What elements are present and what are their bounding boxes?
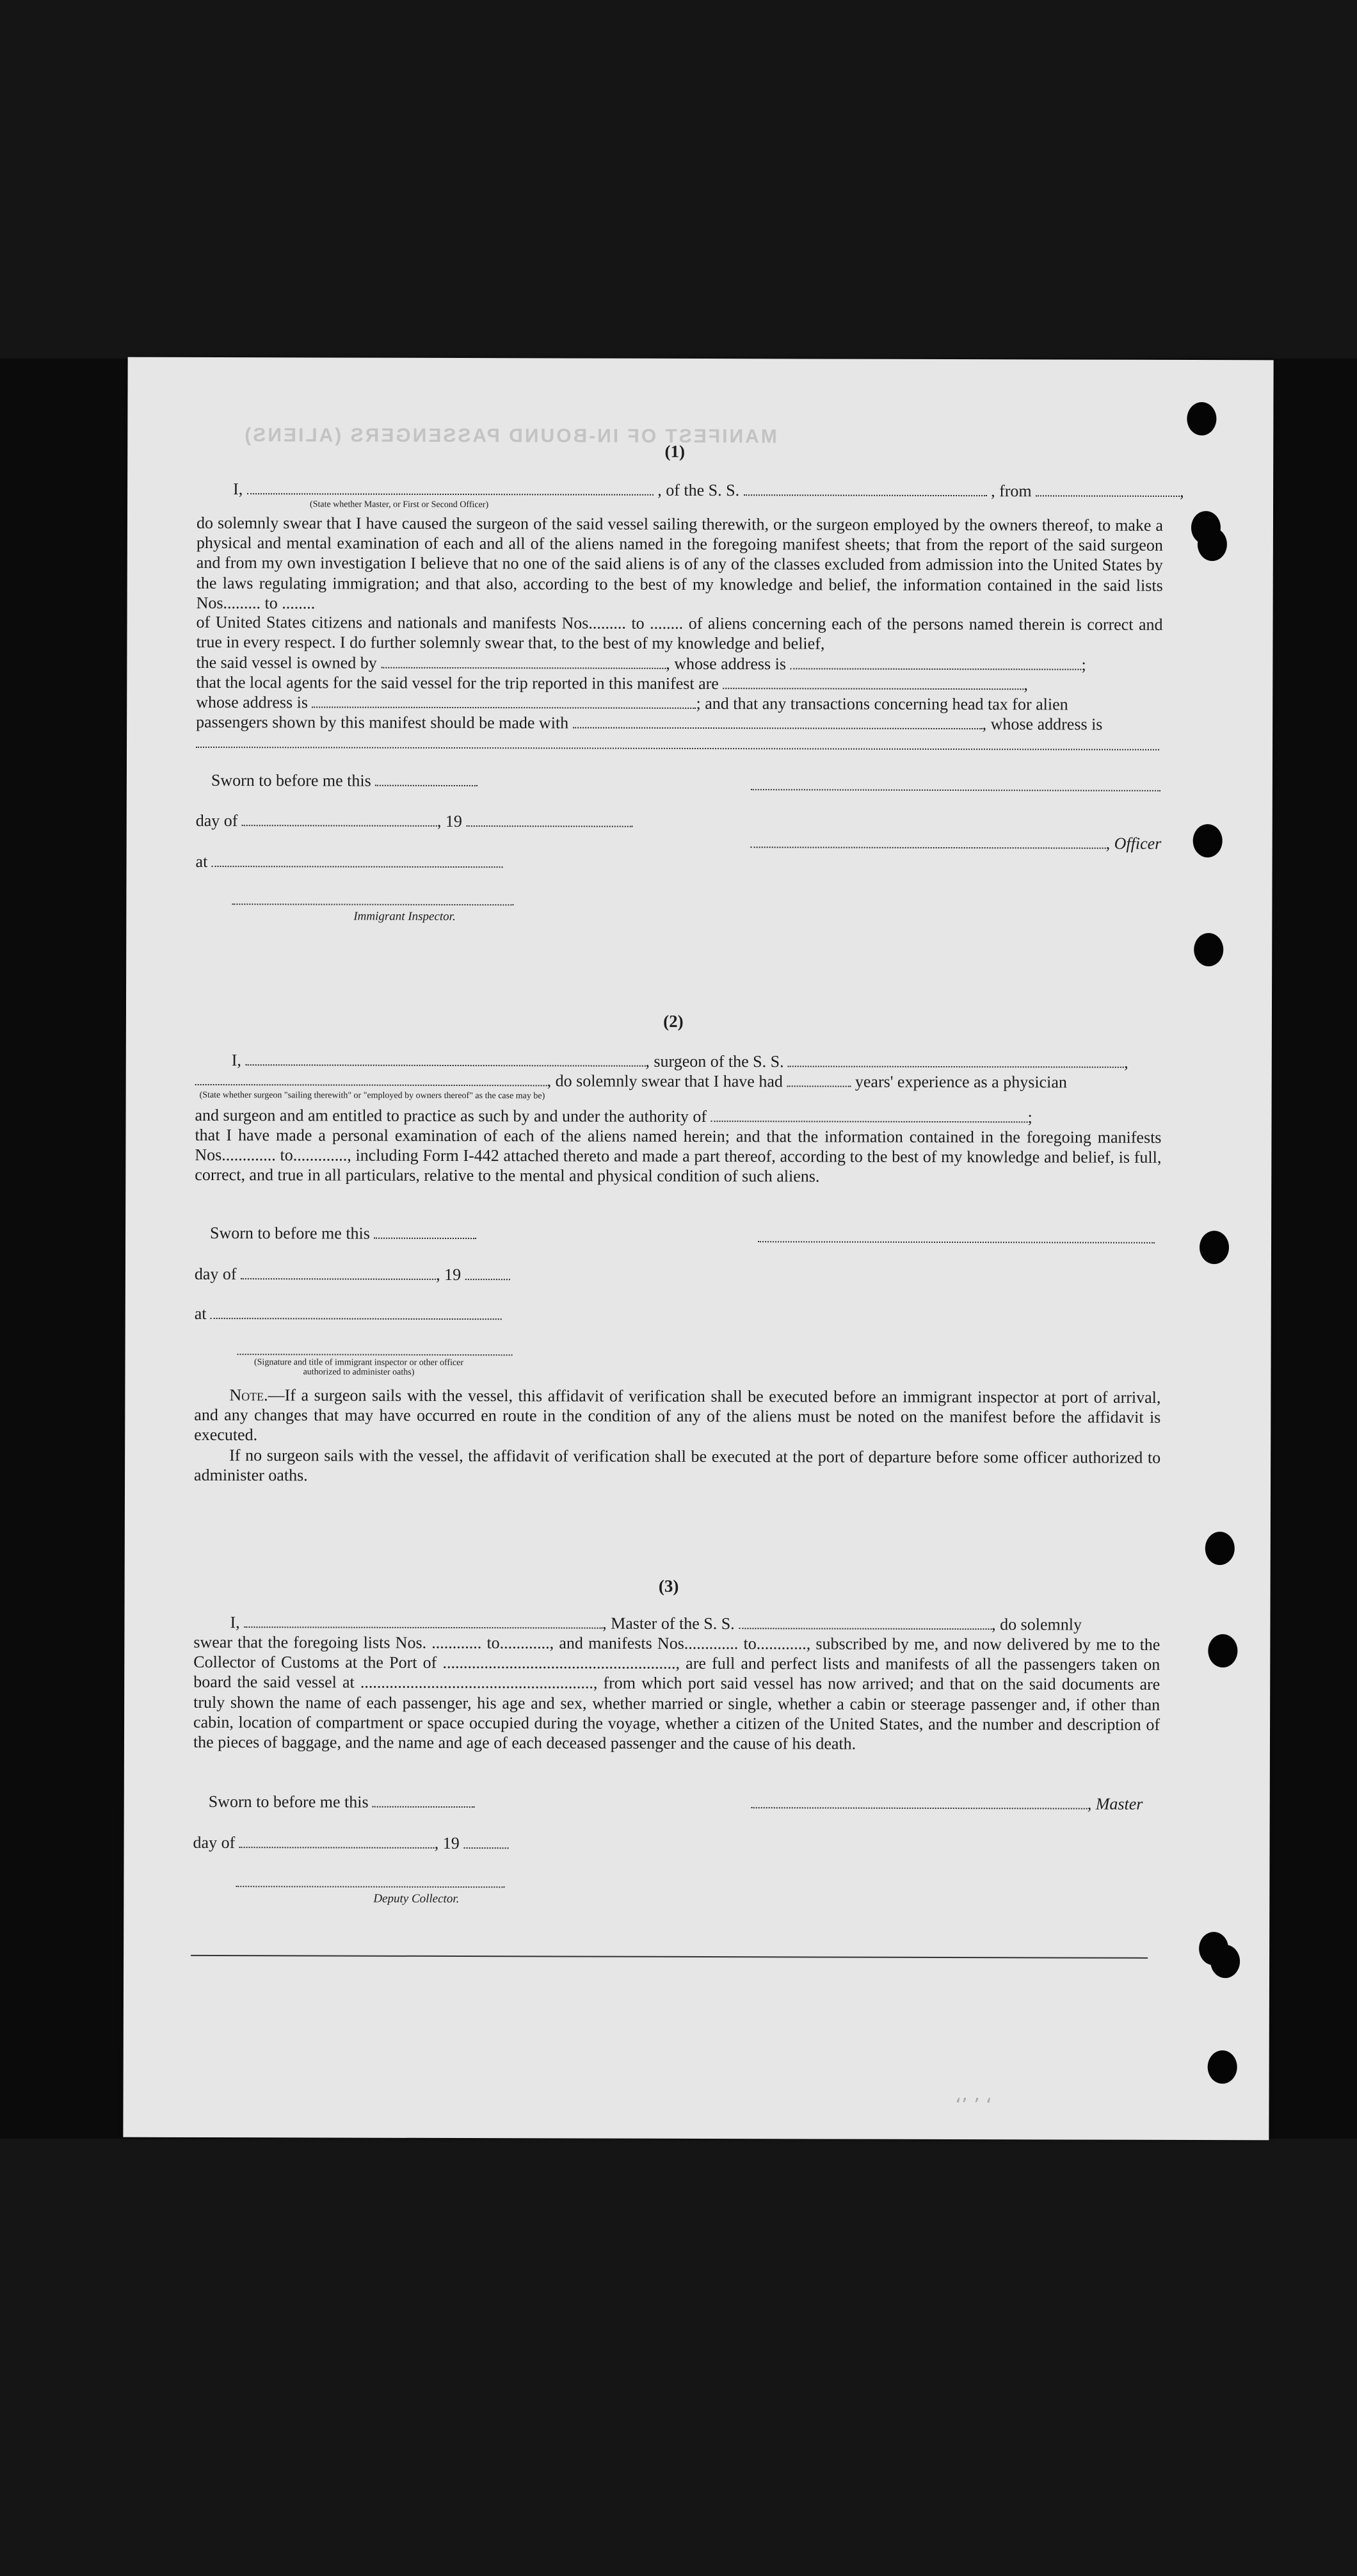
s1-sworn-label: Sworn to before me this [211,771,371,790]
s1-name-field[interactable] [247,482,654,496]
scan-background-top [0,0,1357,359]
s2-authority-field[interactable] [711,1109,1028,1122]
pencil-mark: ‘’ ’ ‘ [955,2094,992,2118]
binder-hole [1194,933,1223,966]
s2-authority-line: and surgeon and am entitled to practice as such by and under the authority of ; [195,1105,1032,1127]
s1-owner-address-field[interactable] [790,656,1081,670]
s1-at-field[interactable] [212,854,503,868]
s1-year-label: , 19 [437,811,462,831]
s3-master-line [230,1612,1082,1634]
s3-sworn-label: Sworn to before me this [208,1792,369,1811]
s3-collector-caption: Deputy Collector. [373,1891,460,1906]
s1-whose-label: whose address is [196,692,309,712]
s1-agents-line: that the local agents for the said vessel for the trip reported in this manifest are , [196,672,1028,694]
s1-officer-line [751,832,1162,854]
s3-day-label: day of [193,1833,236,1852]
s2-day-label: day of [194,1264,237,1284]
s3-i: I, [230,1613,240,1632]
s1-day-line [196,811,633,832]
manifest-page [123,357,1273,2141]
s2-inspector-signature[interactable] [237,1354,513,1356]
s1-officer-signature-field[interactable] [751,835,1106,848]
s2-name-field[interactable] [245,1053,645,1067]
s2-years-label: years' experience as a physician [855,1072,1067,1092]
s1-whose-end-label: , whose address is [982,715,1103,734]
s1-vessel-field[interactable] [744,483,987,496]
s1-sworn-date-field[interactable] [375,774,478,786]
s2-note-text: —If a surgeon sails with the vessel, this affidavit of verification shall be executed before an immigrant inspector at port of arrival, and any changes that may have occurred en route in the condition of any of the aliens must be noted on the manifest before the affidavit is executed. [194,1386,1161,1445]
s1-from-label: , from [991,482,1032,501]
s2-day-line [195,1264,510,1284]
scan-background-bottom [0,2139,1357,2576]
s1-passengers-label: passengers shown by this manifest should be made with [196,712,569,733]
footer-rule [191,1955,1148,1959]
s1-agents-label: that the local agents for the said vessel for the trip reported in this manifest are [196,672,719,693]
s2-examination-paragraph: that I have made a personal examination of each of the aliens named herein; and that the information contained in the foregoing manifests Nos............. to............., including Form I-442 attached thereto and made a part thereof, according to the best of my knowledge and belief, is full, correct, and true in all particulars, relative to the mental and physical condition of such aliens. [195,1125,1162,1186]
s1-officer-signature-top[interactable] [751,789,1160,791]
s2-note-paragraph-2: If no surgeon sails with the vessel, the affidavit of verification shall be executed at the port of departure before some officer authorized to administer oaths. [194,1446,1161,1485]
binder-hole [1200,1231,1229,1264]
s2-signature-caption: (Signature and title of immigrant inspector or other officer authorized to administer oaths) [253,1357,464,1377]
s3-year-label: , 19 [434,1833,460,1853]
s1-at-label: at [195,852,208,871]
s1-officer-label: , Officer [1105,834,1162,853]
s1-owner-field[interactable] [381,656,666,669]
s1-officer-note: (State whether Master, or First or Second Officer) [310,499,489,510]
s1-whose-line [196,692,1068,715]
s2-at-line [195,1304,502,1324]
s3-day-field[interactable] [239,1835,435,1849]
section-1-number: (1) [664,441,686,461]
s1-passengers-line [196,712,1102,734]
s2-year-field[interactable] [465,1267,510,1280]
s3-swear-label: , do solemnly [992,1615,1082,1634]
s3-sworn-date-field[interactable] [373,1795,475,1808]
s2-surgeon-signature[interactable] [758,1241,1155,1243]
s3-master-sign-line [751,1793,1143,1814]
s2-years-field[interactable] [787,1074,851,1087]
s2-note-label: Note. [229,1386,268,1405]
bleed-through-heading: MANIFEST OF IN-BOUND PASSENGERS (ALIENS) [243,425,777,448]
s1-from-field[interactable] [1036,483,1180,497]
binder-hole [1208,2050,1237,2084]
s1-citizens-paragraph: of United States citizens and nationals and manifests Nos......... to ........ of aliens concerning each of the persons named therein is correct and true in every respect. I do further solemnly swear that, to the best of my knowledge and belief, [196,612,1163,653]
s2-swear-label: , do solemnly swear that I have had [547,1071,783,1091]
s1-day-label: day of [195,811,238,830]
s3-year-field[interactable] [463,1836,508,1849]
section-2-number: (2) [663,1011,684,1031]
binder-hole [1193,824,1223,857]
s1-inspector-signature[interactable] [232,903,513,905]
s1-inspector-caption: Immigrant Inspector. [353,909,456,924]
s2-year-label: , 19 [436,1265,462,1284]
binder-hole [1208,1634,1237,1667]
s2-day-field[interactable] [241,1267,436,1280]
s1-agents-address-field[interactable] [312,695,696,709]
section-3-number: (3) [658,1576,679,1596]
s2-sworn-line [210,1223,476,1243]
s1-at-line [196,852,503,872]
s1-day-field[interactable] [242,813,437,827]
s2-surgeon-line: I, , surgeon of the S. S. , [231,1051,1128,1072]
s2-authority-label: and surgeon and am entitled to practice as such by and under the authority of [195,1105,707,1126]
s1-headtax-field[interactable] [573,715,983,729]
s1-owned-label: the said vessel is owned by [196,652,377,672]
s1-year-field[interactable] [466,814,632,827]
s3-day-line [193,1833,509,1853]
s1-sworn-line [211,770,478,791]
s1-oath-paragraph: do solemnly swear that I have caused the surgeon of the said vessel sailing therewith, or the surgeon employed by the owners thereof, to make a physical and mental examination of each and all of the aliens named in the foregoing manifest sheets; that from the report of the said surgeon and from my own investigation I believe that no one of the said aliens is of any of the classes excluded from admission into the United States by the laws regulating immigration; and that also, according to the best of my knowledge and belief, the information contained in the said lists Nos......... to ........ [196,513,1163,613]
s2-surgeon-label: , surgeon of the S. S. [645,1051,784,1071]
binder-hole [1205,1532,1235,1565]
s3-sworn-line [209,1792,475,1812]
s2-vessel-field[interactable] [788,1054,1124,1067]
s1-address-continuation[interactable] [196,747,1159,750]
s3-lists-paragraph: swear that the foregoing lists Nos. ............ to............, and manifests Nos............. to............, subscribed by me, and now delivered by me to the Collector of Customs at the Port of ........................................................, are full and perfect lists and manifests of all the passengers taken on board the said vessel at ........................................................, from which port said vessel has now arrived; and that on the said documents are truly shown the name of each passenger, his age and sex, whether married or single, whether a cabin or steerage passenger and, if other than cabin, location of compartment or space occupied during the voyage, whether a citizen of the United States, and the number and description of the pieces of baggage, and the name and age of each deceased passenger and the cause of his death. [193,1632,1160,1753]
s2-at-label: at [194,1304,207,1323]
s2-i: I, [231,1051,241,1070]
s2-surgeon-note: (State whether surgeon "sailing therewith" or "employed by owners thereof" as the case may be) [199,1090,545,1101]
s3-master-signature-field[interactable] [751,1795,1088,1809]
s2-at-field[interactable] [211,1306,502,1320]
binder-hole [1187,402,1216,435]
s2-note-paragraph [194,1385,1160,1448]
s2-sworn-label: Sworn to before me this [210,1224,370,1243]
s1-owned-line: the said vessel is owned by , whose address is ; [196,652,1086,674]
s1-i: I, [233,480,243,499]
s3-name-field[interactable] [244,1615,602,1628]
s2-status-field[interactable] [195,1073,547,1086]
s3-master-sign-label: , Master [1087,1794,1143,1813]
s3-collector-signature[interactable] [236,1886,504,1888]
s1-address-label: , whose address is [666,654,787,674]
s1-agents-field[interactable] [723,676,1024,690]
s1-headtax-label: ; and that any transactions concerning head tax for alien [696,693,1068,714]
s2-sworn-date-field[interactable] [374,1226,476,1239]
s2-swear-line [195,1070,1067,1092]
s1-vessel-label: , of the S. S. [657,480,740,500]
s3-master-label: , Master of the S. S. [602,1614,735,1633]
s1-line-master: I, , of the S. S. , from , [233,480,1184,501]
s3-vessel-field[interactable] [739,1616,992,1630]
binder-hole [1198,528,1227,561]
binder-hole [1210,1945,1240,1978]
